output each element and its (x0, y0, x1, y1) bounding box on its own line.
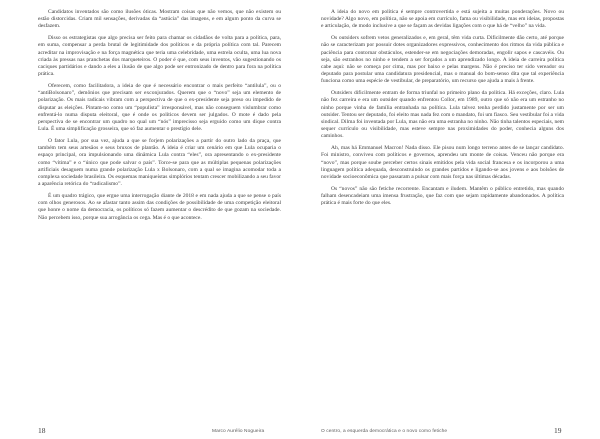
left-running-head: Marco Aurélio Nogueira (212, 429, 265, 434)
right-paragraph-1: A ideia do novo em política é sempre controvertida e está sujeita a muitas ponderações. Novo ou novidade? Algo novo, em política, não se apoia em currículo, fama ou visibilidade, mas em ideias, propostas e articulação, de modo inclusive a que se façam as devidas ligações com o que há de “velho” na vida. (321, 9, 564, 30)
left-paragraph-5: É um quadro trágico, que ergue uma interrogação diante de 2018 e em nada ajuda a que se pense o país com olhos generosos. Ao se afastar tanto assim das condições de possibilidade de uma competição eleitoral que honre o nome da democracia, os políticos só fazem aumentar o descrédito de que gozam na sociedade. Não percebem isso, porque sua arrogância os cega. Mas é o que acontece. (38, 193, 281, 221)
right-paragraph-2: Os outsiders sofrem vetos generalizados e, em geral, têm vida curta. Dificilmente dão certo, até porque não se caracterizam por possuir dotes organizadores expressivos, conhecimento dos ritmos da vida pública e paciência para contornar obstáculos, estender-se em negociações demoradas, engolir sapos e cascavéis. Ou seja, são estranhos no ninho e tendem a ser forçados a um aprendizado longo. A ideia de carreira política cabe aqui: não se começa por cima, mas por baixo e pelas margens. Não é preciso ter sido vereador ou deputado para postular uma candidatura presidencial, mas o manual do bom-senso dita que tal experiência funciona como uma espécie de vestibular, de preparatório, um recurso que ajuda a mais à frente. (321, 35, 564, 85)
left-paragraph-4: O fator Lula, por sua vez, ajuda a que se forjem polarizações a partir do outro lado da praça, que também tem seus artesãos e seus bruxos de plantão. A ideia é criar um cenário em que Lula ocuparia o espaço principal, ora impulsionando uma dinâmica Lula contra “eles”, ora apresentando o ex-presidente como “vítima” e o “único que pode salvar o país”. Torce-se para que as múltiplas pequenas polarizações artificiais desaguem numa grande polarização Lula x Bolsonaro, com a qual se imagina acomodar toda a complexa sociedade brasileira. Os esquemas maniqueístas simplórios tentam crescer mobilizando a seu favor a aparência retórica do “radicalismo”. (38, 138, 281, 188)
right-paragraph-5: Os “novos” não são fetiche recorrente. Encantam e iludem. Mantêm o público entretido, mas quando falham desencadeiam uma imensa frustração, que faz com que sejam rapidamente abandonados. A política prática é mais forte do que eles. (321, 185, 564, 207)
left-paragraph-3: Oferecem, como facilitadora, a ideia de que é necessário encontrar o mais perfeito “antilula”, ou o “antiBolsonaro”, demônios que precisam ser exconjurados. Querem que o “novo” seja um elemento de polarização. Os mais radicais vibram com a perspectiva de que o ex-presidente seja preso ou impedido de disputar as eleições. Pintam-no como um “populista” irresponsável, mas não conseguem vislumbrar como enfrentá-lo numa disputa eleitoral, que é onde os políticos devem ser julgados. O mote é dado pela perspectiva de se encontrar um quadro no qual um “nós” imprecisso seja erguido como um dique contra Lula. É uma simplificação grosseira, que só faz aumentar o prestígio dele. (38, 83, 281, 133)
right-running-head: O centro, a esquerda democrática e o novo como fetiche (321, 429, 448, 434)
right-paragraph-4: Ah, mas há Emmanuel Macron! Nada disso. Ele pisou num longo terreno antes de se lançar candidato. Foi ministro, conviveu com políticos e governos, aprendeu um monte de coisas. Venceu não porque era “novo”, mas porque soube perceber certos sinais emitidos pela vida social francesa e os incorporou a uma linguagem política adequada, desconstruindo os grandes partidos e ligando-se aos jovens e aos bolsões de novidade socioeconômica que passaram a pulsar com mais força nas últimas décadas. (321, 145, 564, 181)
left-page-number: 18 (38, 426, 46, 435)
left-page-text (38, 9, 281, 414)
left-paragraph-1: Candidatos inventados são como ilusões óticas. Mostram coisas que não vemos, que não existem ou estão distorcidas. Criam mil sensações, derivadas da “astúcia” das imagens, e em algum ponto da curva se desfazem. (38, 9, 281, 30)
right-paragraph-3: Outsiders dificilmente entram de forma triunfal no primeiro plano da política. Há exceções, claro. Lula não fez carreira e era um outsider quando enfrentou Collor, em 1989, outro que só não era um estranho no ninho porque vinha de família entranhada na política. Lula talvez tenha perdido justamente por ser um outsider. Tentou ser deputado, foi eleito mas nada fez com o mandato, foi um fiasco. Seu vestibular foi a vida sindical. Dilma foi inventada por Lula, mas não era uma estranha no ninho. Não tinha talentos especiais, nem sequer currículo ou visibilidade, mas esteve sempre nas proximidades do poder, conhecia alguns dos caminhos. (321, 90, 564, 140)
right-page-number: 19 (554, 426, 562, 435)
right-page-text (321, 9, 564, 414)
left-paragraph-2: Disso os estrategistas que algo precisa ser feito para chamar os cidadãos de volta para a política, para, em suma, compensar a perda brutal de legitimidade dos políticos e da própria política com tal. Parecem acreditar na improvisação e na força magnética que teria uma celebridade, uma estrela oculta, uma lua nova criada às pressas nas pranchetas dos marqueteiros. O poder é que, com seus inventos, vão sugestionando os caciques partidários e dando a eles a ilusão de que algo pode ser entronizado de dentro para fora na política prática. (38, 35, 281, 78)
